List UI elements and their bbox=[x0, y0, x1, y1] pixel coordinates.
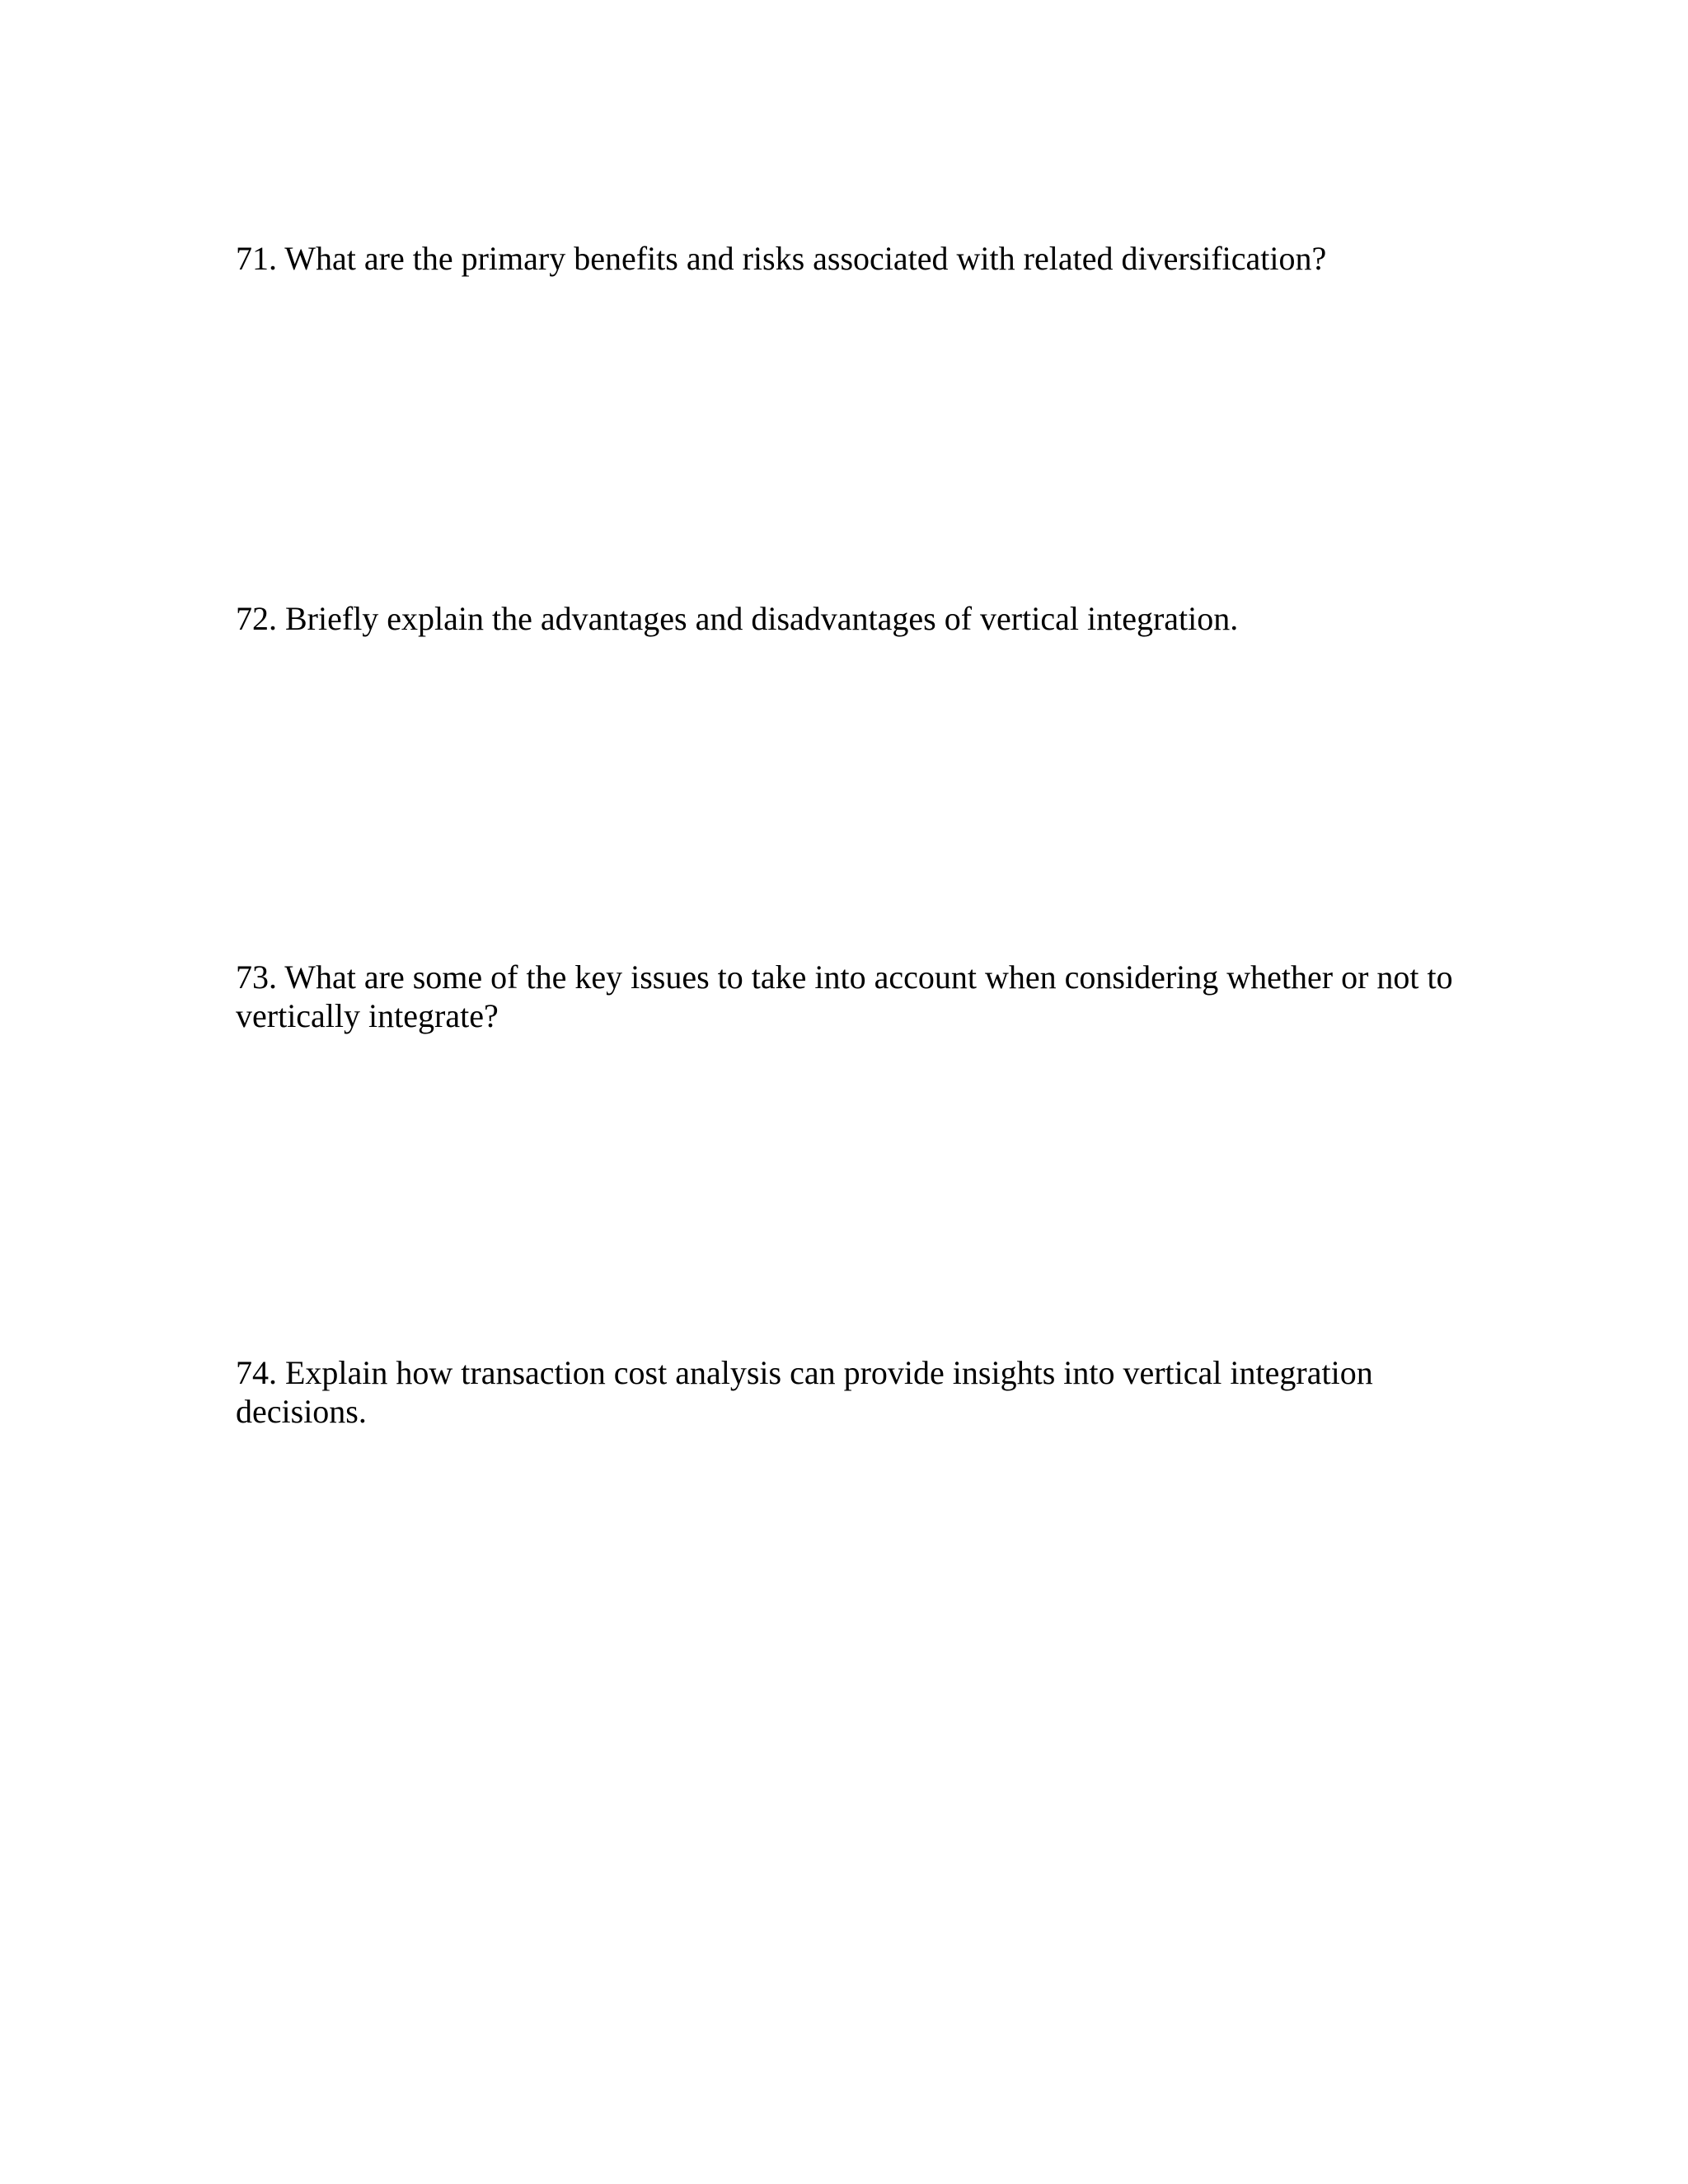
question-number: 73. bbox=[236, 958, 277, 996]
question-number: 72. bbox=[236, 600, 277, 637]
question-text: Explain how transaction cost analysis can provide insights into vertical integration decisions. bbox=[236, 1354, 1373, 1430]
question-71 bbox=[236, 239, 1489, 278]
question-72 bbox=[236, 599, 1489, 638]
question-number: 71. bbox=[236, 240, 277, 277]
question-73 bbox=[236, 958, 1489, 1035]
question-number: 74. bbox=[236, 1354, 277, 1391]
question-74 bbox=[236, 1353, 1489, 1431]
question-text: Briefly explain the advantages and disadvantages of vertical integration. bbox=[285, 600, 1239, 637]
question-text: What are the primary benefits and risks associated with related diversification? bbox=[284, 240, 1327, 277]
question-text: What are some of the key issues to take into account when considering whether or not to vertically integrate? bbox=[236, 958, 1453, 1034]
